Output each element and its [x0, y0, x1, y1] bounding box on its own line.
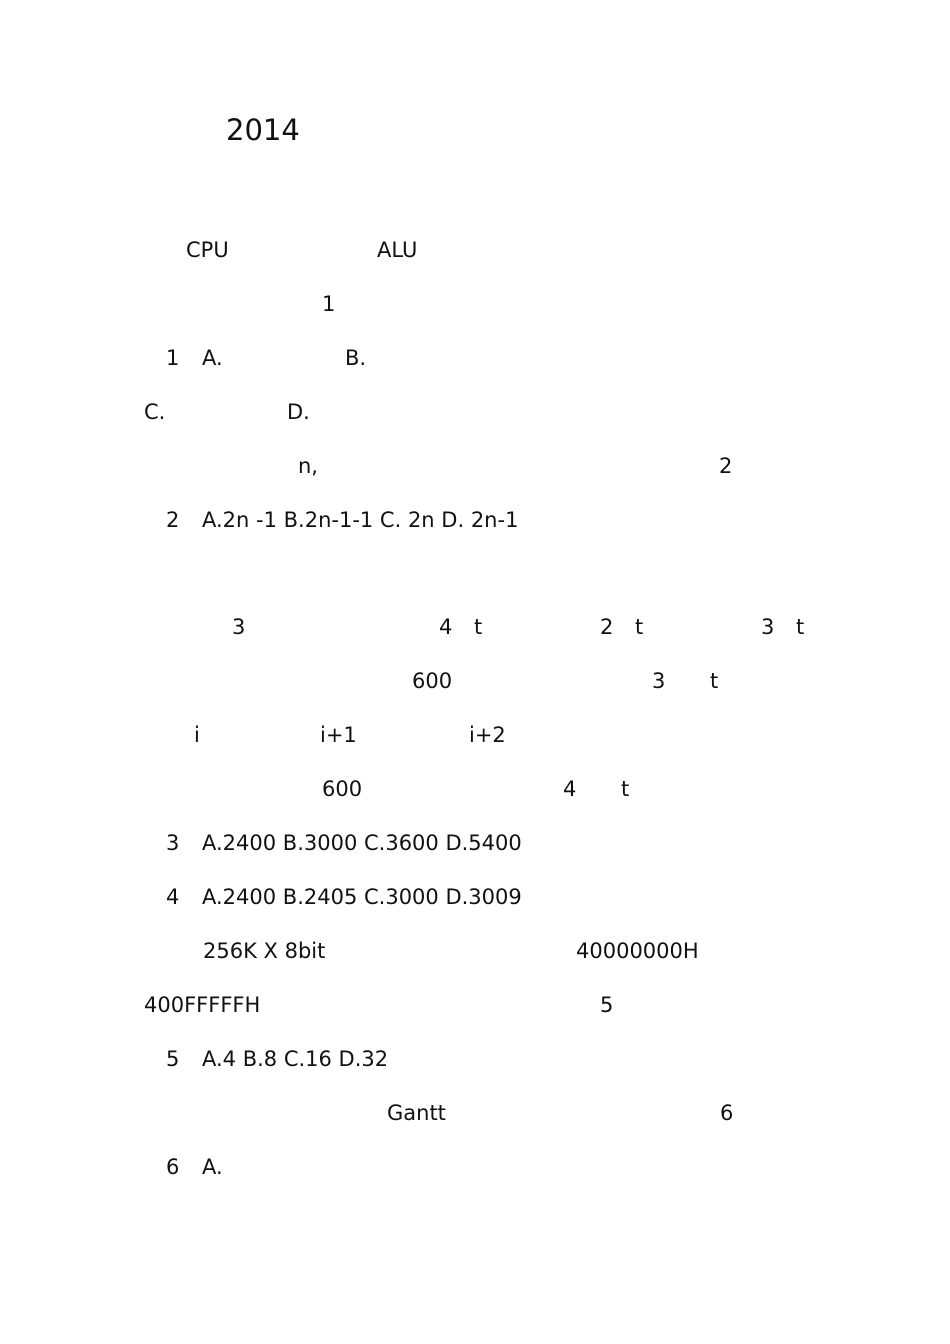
option-b: B. — [345, 346, 367, 370]
text-t-3: t — [796, 615, 805, 639]
text-i: i — [194, 723, 200, 747]
text-600-b: 600 — [322, 777, 363, 801]
question-number-4: 4 — [166, 885, 180, 909]
text-alu: ALU — [377, 238, 418, 262]
text-gantt: Gantt — [387, 1101, 446, 1125]
text-time-2: 2 — [600, 615, 614, 639]
question-number-5: 5 — [166, 1047, 180, 1071]
option-a-question-6: A. — [202, 1155, 223, 1179]
text-cpu: CPU — [186, 238, 229, 262]
text-i-plus-2: i+2 — [469, 723, 506, 747]
question-number-2: 2 — [166, 508, 180, 532]
text-i-plus-1: i+1 — [320, 723, 357, 747]
text-n: n, — [298, 454, 318, 478]
document-title-year: 2014 — [226, 113, 300, 147]
text-time-3: 3 — [761, 615, 775, 639]
options-question-4: A.2400 B.2405 C.3000 D.3009 — [202, 885, 522, 909]
options-question-3: A.2400 B.3000 C.3600 D.5400 — [202, 831, 522, 855]
option-d: D. — [287, 400, 310, 424]
text-stage-count: 3 — [232, 615, 246, 639]
option-c: C. — [144, 400, 166, 424]
options-question-2: A.2n -1 B.2n-1-1 C. 2n D. 2n-1 — [202, 508, 519, 532]
text-blank-number-2: 2 — [719, 454, 733, 478]
options-question-5: A.4 B.8 C.16 D.32 — [202, 1047, 389, 1071]
text-end-address: 400FFFFFH — [144, 993, 261, 1017]
text-t-1: t — [474, 615, 483, 639]
option-a: A. — [202, 346, 223, 370]
text-blank-number-6: 6 — [720, 1101, 734, 1125]
text-blank-number-1: 1 — [322, 292, 336, 316]
text-blank-number-5: 5 — [600, 993, 614, 1017]
text-chip-spec: 256K X 8bit — [203, 939, 326, 963]
text-time-4: 4 — [439, 615, 453, 639]
question-number-3: 3 — [166, 831, 180, 855]
text-3: 3 — [652, 669, 666, 693]
text-t-4: t — [710, 669, 719, 693]
question-number-1: 1 — [166, 346, 180, 370]
question-number-6: 6 — [166, 1155, 180, 1179]
text-t-5: t — [621, 777, 630, 801]
text-start-address: 40000000H — [576, 939, 699, 963]
text-600-a: 600 — [412, 669, 453, 693]
text-4: 4 — [563, 777, 577, 801]
text-t-2: t — [635, 615, 644, 639]
